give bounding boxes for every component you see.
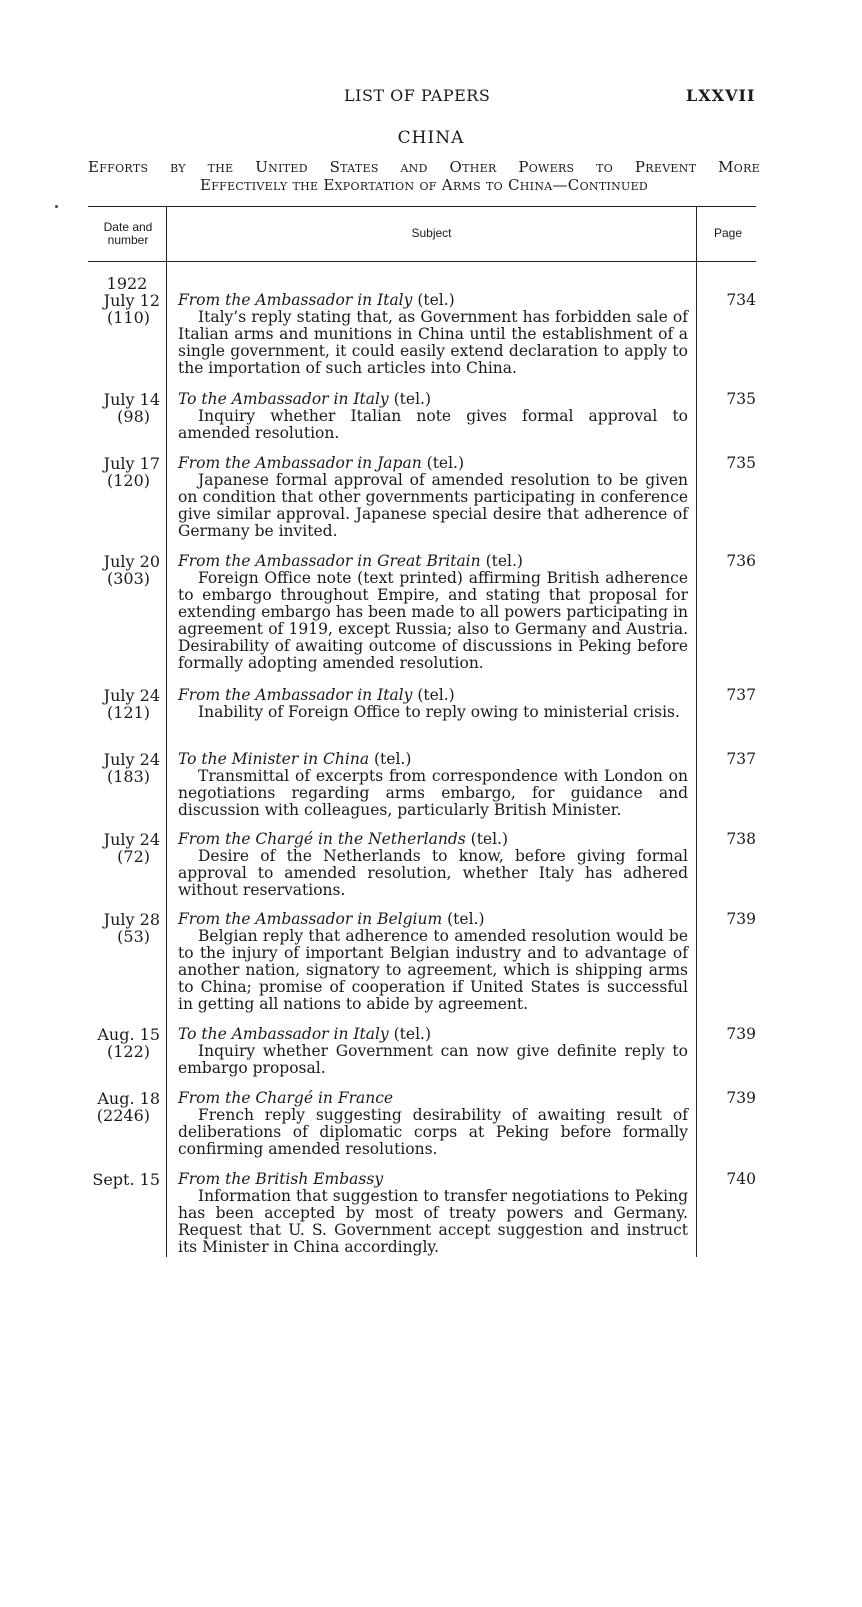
entry-addressee bbox=[178, 292, 688, 309]
column-header-subject: Subject bbox=[411, 226, 452, 240]
entry-date: July 17 bbox=[103, 454, 160, 473]
entry-summary: Information that suggestion to transfer negotiations to Peking has been accepted by most of treaty powers and Germany. Request that U. S. Government accept suggestion and instruct its Minister in China accordingly. bbox=[178, 1187, 688, 1256]
entry-number: (2246) bbox=[96, 1106, 150, 1125]
entry-number: (122) bbox=[106, 1042, 150, 1061]
entry-summary: Desire of the Netherlands to know, before giving formal approval to amended resolution, whether Italy has adhered without reservations. bbox=[178, 847, 688, 899]
tel-marker: (tel.) bbox=[374, 750, 412, 768]
entry-date: Aug. 18 bbox=[97, 1089, 160, 1108]
year-label: 1922 bbox=[106, 274, 148, 293]
table-top-rule bbox=[88, 206, 756, 207]
tel-marker: (tel.) bbox=[417, 291, 455, 309]
entry-summary: Italy’s reply stating that, as Government has forbidden sale of Italian arms and munitions in China until the establishment of a single government, it could easily extend declaration to apply to the importation of such articles into China. bbox=[178, 308, 688, 377]
column-header-date: Date and number bbox=[103, 220, 153, 247]
entry-date: July 24 bbox=[103, 830, 160, 849]
entry-addressee bbox=[178, 455, 688, 472]
addressee-name: From the Ambassador in Belgium bbox=[178, 910, 443, 928]
entry-page: 737 bbox=[726, 686, 756, 704]
tel-marker: (tel.) bbox=[393, 390, 432, 408]
entry-summary: Japanese formal approval of amended resolution to be given on condition that other governments participating in conference give similar approval. Japanese special desire that adherence of Germany be invited. bbox=[178, 471, 688, 540]
entry-date: July 24 bbox=[103, 686, 160, 705]
margin-dot bbox=[55, 205, 58, 208]
entry-page: 740 bbox=[726, 1170, 756, 1188]
table-header-rule bbox=[88, 261, 756, 262]
addressee-name: From the British Embassy bbox=[178, 1170, 384, 1188]
entry-date: July 28 bbox=[103, 910, 160, 929]
entry-number: (120) bbox=[106, 471, 150, 490]
tel-marker: (tel.) bbox=[485, 552, 523, 570]
addressee-name: From the Chargé in France bbox=[178, 1089, 394, 1107]
tel-marker: (tel.) bbox=[470, 830, 509, 848]
entry-summary: Belgian reply that adherence to amended resolution would be to the injury of important Belgian industry and to advantage of another nation, signatory to agreement, which is shipping arms to China; promise of cooperation if United States is successful in getting all nations to abide by agreement. bbox=[178, 927, 688, 1013]
running-title: LIST OF PAPERS bbox=[344, 86, 491, 105]
entry-number: (121) bbox=[106, 703, 150, 722]
entry-page: 735 bbox=[726, 454, 756, 472]
addressee-name: To the Ambassador in Italy bbox=[178, 1025, 389, 1043]
entry-number: (53) bbox=[117, 927, 150, 946]
addressee-name: To the Ambassador in Italy bbox=[178, 390, 389, 408]
entry-addressee bbox=[178, 1026, 688, 1043]
entry-summary: Foreign Office note (text printed) affirming British adherence to embargo throughout Empire, and stating that proposal for extending embargo has been made to all powers participating in agreement of 1919, except Russia; also to Germany and Austria. Desirability of awaiting outcome of discussions in Peking before formally adopting amended resolution. bbox=[178, 569, 688, 672]
entry-date: July 12 bbox=[103, 291, 160, 310]
entry-date: Aug. 15 bbox=[97, 1025, 160, 1044]
entry-addressee bbox=[178, 687, 688, 704]
entry-number: (110) bbox=[106, 308, 150, 327]
entry-date: July 24 bbox=[103, 750, 160, 769]
entry-addressee bbox=[178, 1171, 688, 1188]
running-head bbox=[0, 86, 862, 108]
entry-number: (303) bbox=[106, 569, 150, 588]
page-number: LXXVII bbox=[686, 86, 756, 105]
entry-date: July 20 bbox=[103, 552, 160, 571]
entry-page: 739 bbox=[726, 910, 756, 928]
tel-marker: (tel.) bbox=[393, 1025, 432, 1043]
tel-marker: (tel.) bbox=[417, 686, 455, 704]
section-subtitle bbox=[88, 158, 760, 194]
tel-marker: (tel.) bbox=[426, 454, 465, 472]
entry-summary: Inquiry whether Government can now give definite reply to embargo proposal. bbox=[178, 1042, 688, 1077]
entry-page: 734 bbox=[726, 291, 756, 309]
entry-number: (98) bbox=[117, 407, 150, 426]
subtitle-line-2: Effectively the Exportation of Arms to China—Continued bbox=[199, 176, 649, 194]
addressee-name: From the Ambassador in Great Britain bbox=[178, 552, 481, 570]
entry-date: July 14 bbox=[103, 390, 160, 409]
entry-addressee bbox=[178, 831, 688, 848]
entry-addressee bbox=[178, 1090, 688, 1107]
entry-page: 735 bbox=[726, 390, 756, 408]
tel-marker: (tel.) bbox=[447, 910, 485, 928]
column-header-page: Page bbox=[713, 226, 743, 240]
section-title: CHINA bbox=[397, 128, 465, 148]
entry-date: Sept. 15 bbox=[92, 1170, 160, 1189]
addressee-name: From the Ambassador in Italy bbox=[178, 291, 413, 309]
entry-page: 737 bbox=[726, 750, 756, 768]
addressee-name: To the Minister in China bbox=[178, 750, 370, 768]
entry-summary: French reply suggesting desirability of awaiting result of deliberations of diplomatic corps at Peking before formally confirming amended resolutions. bbox=[178, 1106, 688, 1158]
entry-page: 739 bbox=[726, 1089, 756, 1107]
table-column-divider-left bbox=[166, 207, 167, 1257]
entry-addressee bbox=[178, 553, 688, 570]
entry-page: 736 bbox=[726, 552, 756, 570]
entry-number: (183) bbox=[106, 767, 150, 786]
subtitle-line-1: Efforts by the United States and Other Powers to Prevent More bbox=[88, 158, 760, 176]
entry-number: (72) bbox=[117, 847, 150, 866]
entry-page: 739 bbox=[726, 1025, 756, 1043]
entry-addressee bbox=[178, 391, 688, 408]
entry-page: 738 bbox=[726, 830, 756, 848]
addressee-name: From the Ambassador in Italy bbox=[178, 686, 413, 704]
entry-addressee bbox=[178, 751, 688, 768]
addressee-name: From the Ambassador in Japan bbox=[178, 454, 422, 472]
addressee-name: From the Chargé in the Netherlands bbox=[178, 830, 466, 848]
entry-summary: Inquiry whether Italian note gives formal approval to amended resolution. bbox=[178, 407, 688, 442]
entry-summary: Inability of Foreign Office to reply owing to ministerial crisis. bbox=[198, 703, 680, 721]
entry-addressee bbox=[178, 911, 688, 928]
entry-summary: Transmittal of excerpts from correspondence with London on negotiations regarding arms embargo, for guidance and discussion with colleagues, particularly British Minister. bbox=[178, 767, 688, 819]
